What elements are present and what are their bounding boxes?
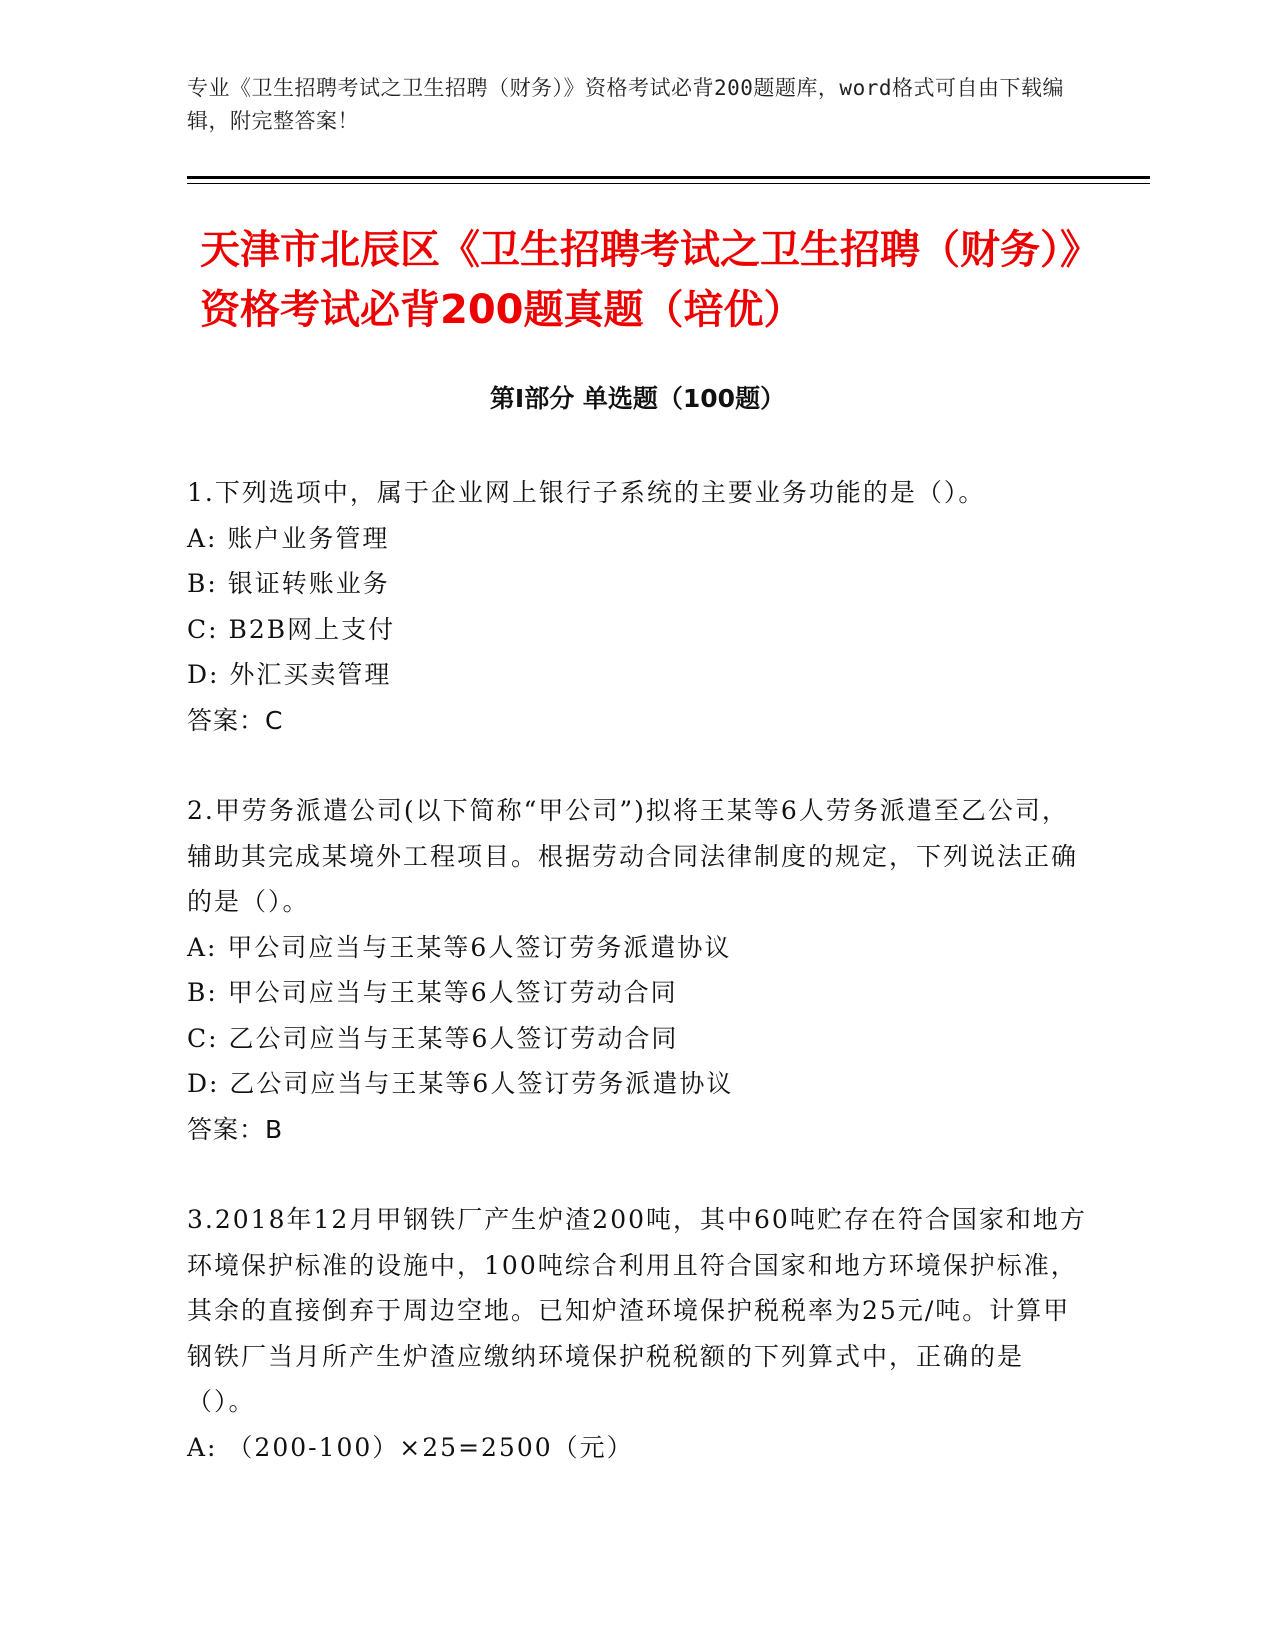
question-3 [187,1197,1087,1470]
question-spacer [187,743,1087,788]
option-d: D: 乙公司应当与王某等6人签订劳务派遣协议 [187,1069,734,1098]
option-b: B: 银证转账业务 [187,569,390,598]
document-title: 天津市北辰区《卫生招聘考试之卫生招聘（财务）》资格考试必背200题真题（培优） [200,227,1100,333]
question-stem: 1.下列选项中，属于企业网上银行子系统的主要业务功能的是（）。 [187,478,986,507]
option-a: A: 账户业务管理 [187,523,390,553]
header-divider-thin [187,183,1150,184]
option-a: A: 甲公司应当与王某等6人签订劳务派遣协议 [187,932,732,962]
option-c: C: B2B网上支付 [187,614,396,644]
question-stem: 2.甲劳务派遣公司(以下简称“甲公司”)拟将王某等6人劳务派遣至乙公司，辅助其完成某境外工程项目。根据劳动合同法律制度的规定，下列说法正确的是（）。 [187,796,1079,916]
header-divider-thick [187,176,1150,179]
option-d: D: 外汇买卖管理 [187,660,392,689]
question-2 [187,788,1087,1152]
question-stem: 3.2018年12月甲钢铁厂产生炉渣200吨，其中60吨贮存在符合国家和地方环境保护标准的设施中，100吨综合利用且符合国家和地方环境保护标准，其余的直接倒弃于周边空地。已知炉渣环境保护税税率为25元/吨。计算甲钢铁厂当月所产生炉渣应缴纳环境保护税税额的下列算式中，正确的是（）。 [187,1205,1087,1416]
option-b: B: 甲公司应当与王某等6人签订劳动合同 [187,978,678,1007]
answer: 答案：C [187,705,284,735]
question-1 [187,470,1087,743]
option-c: C: 乙公司应当与王某等6人签订劳动合同 [187,1023,679,1053]
option-a: A: （200-100）×25=2500（元） [187,1432,634,1462]
question-spacer [187,1152,1087,1197]
header-note: 专业《卫生招聘考试之卫生招聘（财务）》资格考试必背200题题库，word格式可自由下载编辑，附完整答案！ [187,76,1064,133]
answer: 答案：B [187,1114,284,1144]
section-title: 第I部分 单选题（100题） [489,384,786,413]
question-list [187,470,1087,1470]
